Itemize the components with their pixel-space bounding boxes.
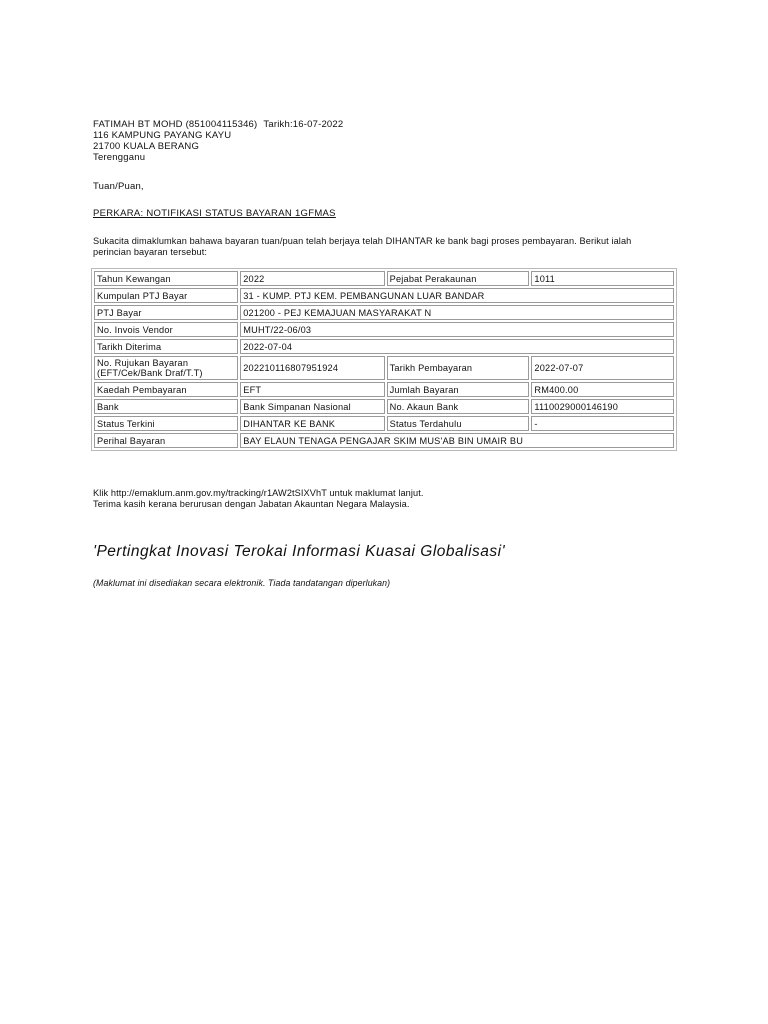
sender-name: FATIMAH BT MOHD (851004115346) xyxy=(93,119,258,130)
rujukan-label-line-1: No. Rujukan Bayaran xyxy=(97,358,189,368)
address-line-3: Terengganu xyxy=(93,152,146,163)
table-row xyxy=(94,356,674,380)
table-row xyxy=(94,433,674,448)
tarikh-diterima-value: 2022-07-04 xyxy=(240,339,674,354)
kaedah-value: EFT xyxy=(240,382,384,397)
kumpulan-ptj-label: Kumpulan PTJ Bayar xyxy=(94,288,238,303)
ptj-bayar-label: PTJ Bayar xyxy=(94,305,238,320)
tarikh-pembayaran-value: 2022-07-07 xyxy=(531,356,674,380)
tahun-kewangan-label: Tahun Kewangan xyxy=(94,271,238,286)
table-row xyxy=(94,339,674,354)
thank-you-line: Terima kasih kerana berurusan dengan Jabatan Akauntan Negara Malaysia. xyxy=(93,498,410,509)
bank-label: Bank xyxy=(94,399,238,414)
tracking-link-line[interactable]: Klik http://emaklum.anm.gov.my/tracking/r1AW2tSIXVhT untuk maklumat lanjut. xyxy=(93,488,424,498)
footer-text xyxy=(93,488,424,509)
jumlah-label: Jumlah Bayaran xyxy=(387,382,530,397)
pejabat-perakaunan-label: Pejabat Perakaunan xyxy=(387,271,530,286)
intro-line-1: Sukacita dimaklumkan bahawa bayaran tuan/puan telah berjaya telah DIHANTAR ke bank bagi proses pembayaran. Berikut ialah xyxy=(93,236,632,246)
status-terkini-label: Status Terkini xyxy=(94,416,238,431)
kaedah-label: Kaedah Pembayaran xyxy=(94,382,238,397)
table-row xyxy=(94,382,674,397)
greeting: Tuan/Puan, xyxy=(93,181,144,192)
status-terdahulu-value: - xyxy=(531,416,674,431)
rujukan-value: 202210116807951924 xyxy=(240,356,384,380)
status-terdahulu-label: Status Terdahulu xyxy=(387,416,530,431)
akaun-label: No. Akaun Bank xyxy=(387,399,530,414)
jumlah-value: RM400.00 xyxy=(531,382,674,397)
address-line-1: 116 KAMPUNG PAYANG KAYU xyxy=(93,130,232,141)
table-row xyxy=(94,305,674,320)
rujukan-label-line-2: (EFT/Cek/Bank Draf/T.T) xyxy=(97,368,203,378)
perihal-label: Perihal Bayaran xyxy=(94,433,238,448)
letter-date: Tarikh:16-07-2022 xyxy=(263,119,344,130)
tarikh-pembayaran-label: Tarikh Pembayaran xyxy=(387,356,530,380)
invois-label: No. Invois Vendor xyxy=(94,322,238,337)
intro-paragraph xyxy=(93,236,683,257)
perihal-value: BAY ELAUN TENAGA PENGAJAR SKIM MUS'AB BIN UMAIR BU xyxy=(240,433,674,448)
rujukan-label xyxy=(94,356,238,380)
ptj-bayar-value: 021200 - PEJ KEMAJUAN MASYARAKAT N xyxy=(240,305,674,320)
electronic-notice: (Maklumat ini disediakan secara elektronik. Tiada tandatangan diperlukan) xyxy=(93,578,391,588)
table-row xyxy=(94,416,674,431)
subject-heading: PERKARA: NOTIFIKASI STATUS BAYARAN 1GFMAS xyxy=(93,208,336,219)
table-row xyxy=(94,399,674,414)
motto-heading: 'Pertingkat Inovasi Terokai Informasi Kuasai Globalisasi' xyxy=(93,543,506,560)
payment-details-table xyxy=(91,268,677,451)
invois-value: MUHT/22-06/03 xyxy=(240,322,674,337)
table-row xyxy=(94,288,674,303)
tarikh-diterima-label: Tarikh Diterima xyxy=(94,339,238,354)
table-row xyxy=(94,271,674,286)
sender-name-row xyxy=(93,119,343,130)
pejabat-perakaunan-value: 1011 xyxy=(531,271,674,286)
tahun-kewangan-value: 2022 xyxy=(240,271,384,286)
bank-value: Bank Simpanan Nasional xyxy=(240,399,384,414)
kumpulan-ptj-value: 31 - KUMP. PTJ KEM. PEMBANGUNAN LUAR BANDAR xyxy=(240,288,674,303)
akaun-value: 1110029000146190 xyxy=(531,399,674,414)
sender-block xyxy=(93,119,343,163)
status-terkini-value: DIHANTAR KE BANK xyxy=(240,416,384,431)
address-line-2: 21700 KUALA BERANG xyxy=(93,141,200,152)
table-row xyxy=(94,322,674,337)
intro-line-2: perincian bayaran tersebut: xyxy=(93,246,208,257)
